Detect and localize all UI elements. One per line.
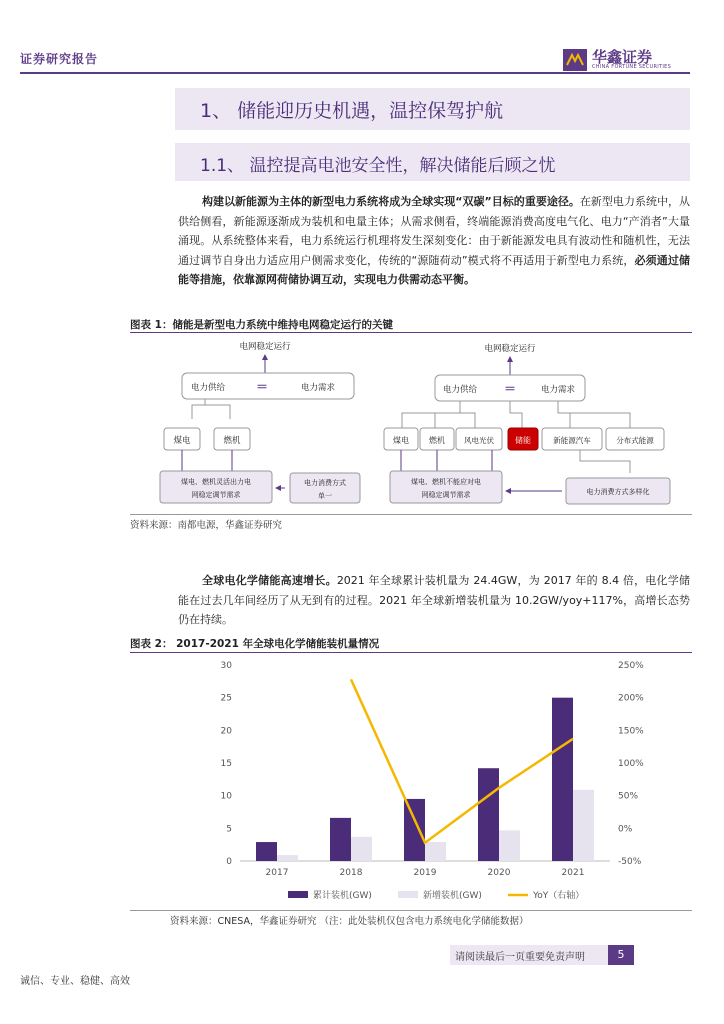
header-divider xyxy=(20,72,690,74)
company-logo-icon xyxy=(563,49,587,71)
report-type-label: 证券研究报告 xyxy=(20,52,99,66)
y2-tick-label: 200% xyxy=(618,693,644,704)
right-wind-solar-label: 风电光伏 xyxy=(464,436,494,445)
y-tick-label: 15 xyxy=(220,759,232,769)
y-tick-label: 30 xyxy=(220,661,232,671)
bar-cumulative xyxy=(330,818,351,861)
right-coal-label: 煤电 xyxy=(393,436,409,445)
figure-2-title: 图表 2： 2017-2021 年全球电化学储能装机量情况 xyxy=(130,638,380,650)
right-gas-label: 燃机 xyxy=(429,436,445,445)
right-adjust-line2: 网稳定调节需求 xyxy=(421,491,471,499)
paragraph-1-tail: 必须通过储能等措施，依靠源网荷储协调互动，实现电力供需动态平衡。 xyxy=(178,253,691,286)
x-tick-label: 2017 xyxy=(265,868,289,878)
right-distributed-label: 分布式能源 xyxy=(616,436,654,445)
section-1-1-title: 1.1、 温控提高电池安全性，解决储能后顾之忧 xyxy=(200,156,556,176)
right-equals-sign: ＝ xyxy=(503,382,517,396)
figure-1-diagram xyxy=(130,333,692,513)
left-adjust-line2: 网稳定调节需求 xyxy=(191,491,241,499)
section-1-title: 1、 储能迎历史机遇，温控保驾护航 xyxy=(200,100,504,122)
left-adjust-line1: 煤电、燃机灵活出力电 xyxy=(181,478,251,486)
left-connector-1 xyxy=(192,399,205,419)
paragraph-1 xyxy=(178,192,690,290)
footer-motto: 诚信、专业、稳健、高效 xyxy=(20,976,130,987)
figure-2-bottom-rule xyxy=(130,910,692,911)
left-supply-label: 电力供给 xyxy=(190,383,226,393)
bar-cumulative xyxy=(478,768,499,861)
figure-1-source: 资料来源：南都电源，华鑫证券研究 xyxy=(130,520,283,531)
left-coal-label: 煤电 xyxy=(173,436,191,446)
left-connector-2 xyxy=(205,405,230,419)
y2-tick-label: 50% xyxy=(618,791,639,802)
y2-tick-label: -50% xyxy=(618,857,642,867)
y-tick-label: 25 xyxy=(220,693,232,704)
bar-new xyxy=(573,790,594,861)
paragraph-2-lead: 全球电化学储能高速增长。 xyxy=(202,574,337,587)
bar-cumulative xyxy=(256,842,277,861)
legend-label-2: YoY（右轴） xyxy=(533,891,585,901)
y2-tick-label: 150% xyxy=(618,726,644,737)
y-tick-label: 0 xyxy=(226,857,232,867)
left-grid-stable-label: 电网稳定运行 xyxy=(239,342,291,352)
legend-label-1: 新增装机(GW) xyxy=(423,891,482,901)
left-equals-sign: ＝ xyxy=(255,380,269,394)
bar-new xyxy=(351,837,372,861)
y2-tick-label: 250% xyxy=(618,661,644,671)
right-storage-label: 储能 xyxy=(515,436,531,445)
y-tick-label: 5 xyxy=(226,824,232,835)
bar-cumulative xyxy=(404,799,425,861)
figure-1-title: 图表 1：储能是新型电力系统中维持电网稳定运行的关键 xyxy=(130,319,393,331)
y-tick-label: 20 xyxy=(220,726,232,737)
x-tick-label: 2020 xyxy=(487,868,511,878)
right-connector-distributed xyxy=(558,413,630,428)
x-tick-label: 2021 xyxy=(561,868,585,878)
y-tick-label: 10 xyxy=(220,791,232,802)
figure-2-chart xyxy=(170,653,692,908)
right-connector-wind xyxy=(460,413,475,428)
legend-swatch-1 xyxy=(398,891,418,898)
company-logo-en: CHINA FORTUNE SECURITIES xyxy=(592,64,672,70)
right-ev-label: 新能源汽车 xyxy=(553,436,591,445)
bar-cumulative xyxy=(552,698,573,861)
right-connector-storage xyxy=(510,401,522,428)
paragraph-2-body: 2021 年全球累计装机量为 24.4GW，为 2017 年的 8.4 倍，电化学储能在过去几年间经历了从无到有的过程。2021 年全球新增装机量为 10.2GW/yoy+117%，高增长态势仍在持续。 xyxy=(178,574,691,626)
bar-new xyxy=(425,842,446,861)
left-gas-label: 燃机 xyxy=(223,436,241,446)
right-grid-stable-label: 电网稳定运行 xyxy=(484,344,536,354)
right-adjust-line1: 煤电、燃机不能应对电 xyxy=(411,478,481,486)
left-demand-label: 电力需求 xyxy=(300,383,336,393)
y2-tick-label: 100% xyxy=(618,759,644,769)
right-supply-label: 电力供给 xyxy=(442,385,478,395)
right-demand-label: 电力需求 xyxy=(540,385,576,395)
right-ev-down xyxy=(580,450,630,473)
left-consume-line1: 电力消费方式 xyxy=(304,479,346,487)
y2-tick-label: 0% xyxy=(618,824,633,835)
right-connector-ev xyxy=(558,401,570,428)
page-number: 5 xyxy=(608,945,634,965)
paragraph-1-body: 在新型电力系统中，从供给侧看，新能源逐渐成为装机和电量主体；从需求侧看，终端能源消费高度电气化、电力“产消者”大量涌现。从系统整体来看，电力系统运行机理将发生深刻变化：由于新能源发电具有波动性和随机性，无法通过调节自身出力适应用户侧需求变化，传统的“源随荷动”模式将不再适用于新型电力系统， xyxy=(178,195,690,267)
right-connector-coal xyxy=(402,401,460,428)
figure-1-bottom-rule xyxy=(130,514,692,515)
right-connector-gas xyxy=(435,413,460,428)
bar-new xyxy=(499,830,520,861)
legend-label-0: 累计装机(GW) xyxy=(313,891,372,901)
footer-disclaimer[interactable]: 请阅读最后一页重要免责声明 xyxy=(455,952,585,963)
x-tick-label: 2018 xyxy=(339,868,363,878)
figure-2-source: 资料来源：CNESA，华鑫证券研究 （注：此处装机仅包含电力系统电化学储能数据） xyxy=(170,916,529,927)
paragraph-1-lead: 构建以新能源为主体的新型电力系统将成为全球实现“双碳”目标的重要途径。 xyxy=(202,195,580,208)
yoy-line xyxy=(351,679,573,842)
legend-swatch-0 xyxy=(288,891,308,898)
left-consume-line2: 单一 xyxy=(318,492,332,500)
x-tick-label: 2019 xyxy=(413,868,437,878)
company-logo-name: 华鑫证券 xyxy=(592,48,653,66)
right-consume-label: 电力消费方式多样化 xyxy=(586,488,650,496)
paragraph-2 xyxy=(178,571,690,630)
bar-new xyxy=(277,855,298,861)
